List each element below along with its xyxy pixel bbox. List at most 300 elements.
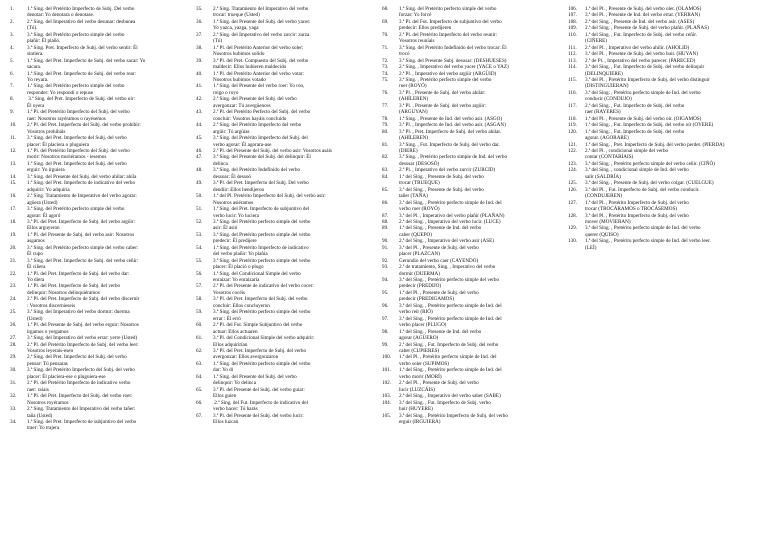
item-number: 33. bbox=[10, 406, 17, 413]
list-item bbox=[196, 83, 364, 96]
item-number: 121. bbox=[568, 141, 577, 148]
item-number: 55. bbox=[196, 257, 203, 264]
item-text: 2.ª Sing. del Fut. Imperfecto de indicativo del verbo hacer: Tú harás bbox=[213, 399, 308, 413]
item-number: 120. bbox=[568, 128, 577, 135]
item-number: 68. bbox=[382, 6, 389, 12]
item-text: 1.ª Sing. del Pret. Imperfecto de Subj. del verbo sacar: Yo sacara. bbox=[27, 57, 146, 71]
item-number: 59. bbox=[196, 309, 203, 316]
list-item bbox=[10, 161, 180, 174]
item-text: 2.ª Sing. del Pretérito Imperfecto del verbo argüir: Tú argüías bbox=[213, 122, 302, 135]
item-text: 1.ª del Pl. , Presente de Subj. del verbo oír. (OIGAMOS) bbox=[585, 115, 702, 122]
list-item bbox=[10, 342, 180, 355]
item-text: 2.ª del Sing. , Presente de Subj. del verbo plañir. (PLAÑAS) bbox=[585, 25, 709, 32]
list-item bbox=[196, 322, 364, 335]
list-item bbox=[568, 129, 758, 142]
list-item bbox=[196, 109, 364, 122]
item-text: 1.ª Pl. del Pret. Imperfecto de Subj. del verbo delinquir: Nosotros delinquiéramos bbox=[27, 283, 121, 296]
item-text: 2.ª Pl. del Fut. Simple Subjuntivo del verbo actuar: Ellos actuaren bbox=[213, 322, 303, 335]
item-number: 42. bbox=[196, 96, 203, 103]
list-item bbox=[196, 232, 364, 245]
item-number: 49. bbox=[196, 180, 203, 187]
item-number: 73. bbox=[382, 64, 389, 71]
item-number: 24. bbox=[10, 296, 17, 303]
item-text: 3.ª del Sing. , Pretérito perfecto simple del verbo predecir (PREDIJO) bbox=[399, 277, 500, 290]
list-item bbox=[382, 329, 552, 342]
item-text: 3.ª del Sing. , Presente de Subj. del verbo tañer (TAÑA) bbox=[399, 186, 484, 200]
list-item bbox=[196, 374, 364, 387]
item-number: 35. bbox=[196, 6, 203, 12]
item-number: 83. bbox=[382, 167, 389, 174]
item-text: 3.ª Sing. del Pret. Imperfecto de Subj. del verbo ceñir: Él ciñera bbox=[27, 257, 139, 271]
item-text: 2.ª Sing. del Imperativo del verbo desunar: desbunea (Tú). bbox=[27, 18, 136, 32]
item-text: 2.ª Sing. Tratamiento de Imperativo del verbo agorar: agüera (Usted) bbox=[27, 193, 137, 206]
item-text: 1.ª del Sing. , Fut. Imperfecto de Subj. del verbo agorar. (AGORARE) bbox=[585, 128, 685, 142]
item-number: 57. bbox=[196, 283, 203, 290]
list-item bbox=[568, 187, 758, 200]
item-number: 39. bbox=[196, 57, 203, 64]
item-text: 3.ª Pl. , Presente de Subj. del verbo ahilar: (AHÍLEREN) bbox=[399, 89, 486, 103]
item-text: 3.ª Sing. del Pret. Imperfecto de Subj. del verbo oír: Él oyera bbox=[27, 96, 135, 109]
item-number: 65. bbox=[196, 386, 203, 393]
item-text: 3.ª Sing. del Pretérito perfecto simple del verbo predecir: Él predijere bbox=[213, 231, 311, 245]
item-text: 1.ª Pl. del Presente de Subj. del verbo asir: Nosotros asgamos bbox=[27, 231, 135, 245]
list-item bbox=[568, 90, 758, 103]
list-item bbox=[196, 361, 364, 374]
list-item bbox=[10, 309, 180, 322]
item-text: 3.ª Sing. del Presente del Subj. del delinquir: Él delinca bbox=[213, 154, 311, 167]
list-item bbox=[196, 58, 364, 71]
item-text: 2.ª del Pl. , Presente de Subj. del verbo lucir (LUZCÁIS) bbox=[399, 380, 479, 393]
list-item bbox=[196, 413, 364, 426]
list-item bbox=[10, 283, 180, 296]
item-number: 40. bbox=[196, 70, 203, 77]
item-number: 80. bbox=[382, 128, 389, 135]
item-text: 2.ª Sing. , Imperativo del verbo yacer (YACE o YAZ) bbox=[399, 64, 509, 71]
column-1 bbox=[10, 6, 180, 432]
item-number: 62. bbox=[196, 348, 203, 355]
item-number: 102. bbox=[382, 380, 391, 387]
item-text: 2.ª Sing. del Pret. Imperfecto del Subj. del verbo pensar: Tú pensaras bbox=[27, 354, 127, 367]
item-number: 23. bbox=[10, 283, 17, 290]
item-number: 63. bbox=[196, 360, 203, 367]
item-number: 12. bbox=[10, 147, 17, 154]
item-text: 3.ª Pl. del Condicional Simple del verbo adquirir: Ellos adquirirían bbox=[213, 335, 315, 348]
list-item bbox=[382, 103, 552, 116]
item-text: 1.ª del Sing. , Fut. Imperfecto de Subj. del verbo ceñir. (CIÑERE) bbox=[585, 31, 697, 45]
list-item bbox=[196, 96, 364, 109]
list-item bbox=[382, 367, 552, 380]
item-text: 3.ª del Pl. , Imperativo del verbo plañir (PLAÑAN) bbox=[399, 212, 505, 219]
list-item bbox=[196, 309, 364, 322]
list-item bbox=[382, 277, 552, 290]
list-item bbox=[10, 135, 180, 148]
item-number: 1. bbox=[10, 6, 14, 12]
list-item bbox=[196, 206, 364, 219]
item-text: 3.ª Pl. del Pret. Imperfecto del Subj. Del verbo dendiir: Ellos hendijeron bbox=[213, 180, 309, 193]
list-item bbox=[10, 271, 180, 284]
item-text: 3.ª Sing. del Presente del Subj. del verbo ahilar: ahíla bbox=[27, 173, 137, 180]
item-text: 3.ª Sing. , Fut. Imperfecto de Subj. del verbo dar. (DIERE) bbox=[399, 141, 500, 154]
item-number: 76. bbox=[382, 89, 389, 96]
item-text: 1.ª Sing. del Pret. Imperfecto del Subj. del verbo erguir: Yo irguiera bbox=[27, 160, 127, 174]
list-item bbox=[10, 6, 180, 19]
list-item bbox=[568, 200, 758, 213]
item-number: 7. bbox=[10, 83, 14, 90]
list-item bbox=[10, 206, 180, 219]
item-number: 72. bbox=[382, 57, 389, 64]
column-2 bbox=[196, 6, 364, 425]
item-text: 2.ª Sing. del Presente del Subj. del verbo avergonzar: Tú avergüences bbox=[213, 96, 297, 109]
list-item bbox=[568, 213, 758, 226]
item-number: 91. bbox=[382, 244, 389, 251]
list-item bbox=[568, 225, 758, 238]
item-text: 1.ª Pl. del Pretérito Imperfecto del Subj. del verbo morir: Nosotros muriéramos - iesemos bbox=[27, 147, 130, 161]
list-item bbox=[568, 103, 758, 116]
item-number: 88. bbox=[382, 218, 389, 225]
item-number: 6. bbox=[10, 70, 14, 77]
list-item bbox=[10, 419, 180, 432]
item-number: 128. bbox=[568, 212, 577, 219]
item-text: 3.ª Sing. del Presente Subj. desosar: (DESHUESES) bbox=[399, 57, 507, 64]
list-item bbox=[196, 245, 364, 258]
list-item bbox=[196, 122, 364, 135]
item-text: 2.ª del Sing. , Presente de Ind. del verbo asir. (ASES) bbox=[585, 18, 695, 25]
item-number: 53. bbox=[196, 231, 203, 238]
item-number: 110. bbox=[568, 31, 577, 38]
list-item bbox=[196, 180, 364, 193]
list-item bbox=[382, 413, 552, 426]
item-number: 124. bbox=[568, 167, 577, 174]
column-4 bbox=[568, 6, 758, 251]
item-text: 3.ª Pl. , Imperfecto de Ind. del verbo asir. (ASGAN) bbox=[399, 122, 506, 129]
list-item bbox=[196, 335, 364, 348]
item-number: 41. bbox=[196, 83, 203, 90]
item-number: 36. bbox=[196, 18, 203, 25]
list-item bbox=[196, 348, 364, 361]
item-text: 2.ª Pl. del Pret. Imperfecto de Subj. del verbo discernir : Vosotros discernieseis bbox=[27, 296, 140, 309]
list-item bbox=[10, 19, 180, 32]
item-text: 1.ª del Sing. , Presente de Ind. del verbo agorar (AGÜERO) bbox=[399, 328, 482, 342]
list-item bbox=[10, 45, 180, 58]
item-number: 38. bbox=[196, 44, 203, 51]
item-number: 14. bbox=[10, 173, 17, 180]
list-item bbox=[10, 109, 180, 122]
list-item bbox=[10, 296, 180, 309]
item-text: 1.ª Pl. del Presente de Subj. del verbo erguir: Nosotros irgamos o yergamos bbox=[27, 322, 139, 335]
item-number: 37. bbox=[196, 31, 203, 38]
item-text: 3.ª Sing. del Pretérito perfecto simple del verbo placer: Él plació o plugo bbox=[213, 257, 311, 271]
item-text: 3.ª Pl. del Presente del Subj. del verbo lucir: Ellos luzcan bbox=[213, 412, 304, 425]
item-text: 3.ª Pl. del Pret. Compuesto del Subj. del verbo maldecir: Ellos hubieren maldecido bbox=[213, 57, 309, 71]
list-item bbox=[382, 77, 552, 90]
list-item bbox=[382, 187, 552, 200]
item-number: 64. bbox=[196, 373, 203, 380]
item-text: 2.ª del Pl. , Imperativo del verbo ahilir. (AHOLID) bbox=[585, 44, 690, 51]
item-number: 92. bbox=[382, 257, 389, 264]
item-text: 1.ª del Pl. , Presente de Subj. del verbo oler. (OLAMOS) bbox=[585, 6, 702, 12]
list-item bbox=[382, 19, 552, 32]
item-number: 129. bbox=[568, 225, 577, 232]
item-number: 61. bbox=[196, 335, 203, 342]
item-text: 1.ª Sing. del Pretérito Imperfecto de Subj. Del verbo denotar: Yo denotara o denotase. bbox=[27, 6, 135, 19]
item-text: 3.ª Pl. , Presente de Subj. del verbo argüir: (ARGUYAN) bbox=[399, 102, 486, 116]
item-number: 114. bbox=[568, 64, 577, 71]
item-text: 1.ª del Sing. , Pret. Imperfecto de Subj. del verbo perder. (PIERDA) bbox=[585, 141, 725, 148]
item-text: 1.ª Sing. del Pret. Imperfecto de subjuntivo del verbo lucir: Yo luciera bbox=[213, 206, 310, 219]
item-number: 123. bbox=[568, 160, 577, 167]
item-number: 58. bbox=[196, 296, 203, 303]
item-number: 22. bbox=[10, 270, 17, 277]
item-text: 2.ª Pl. del Pretérito Imperfecto de Subj. del verbo leer: Vosotros leyerais-esen bbox=[27, 341, 139, 355]
list-item bbox=[10, 58, 180, 71]
item-text: 1.ª del Sing. , Pretérito perfecto simple de Ind. del verbo leer. (LEÍ) bbox=[585, 238, 711, 251]
item-text: 1.ª Sing. del Presente del Subj. del verbo yacer: Yo yazca, yazga, yaga bbox=[213, 18, 311, 32]
item-text: 3.ª Sing. Pret. Imperfecto de Subj. del verbo sentir: Él sintiera. bbox=[27, 44, 138, 58]
item-number: 27. bbox=[10, 335, 17, 342]
item-number: 31. bbox=[10, 380, 17, 387]
item-number: 32. bbox=[10, 393, 17, 400]
list-item bbox=[382, 154, 552, 167]
list-item bbox=[196, 71, 364, 84]
item-number: 18. bbox=[10, 218, 17, 225]
item-text: 3.ª Sing. del Pretérito Imperfecto del Subj. del verbo placer: Él placiera-ese o pluguiera-ese bbox=[27, 367, 135, 380]
item-number: 112. bbox=[568, 51, 577, 58]
item-number: 119. bbox=[568, 122, 577, 129]
item-number: 15. bbox=[10, 180, 17, 187]
item-text: 3.ª del Sing. , Pretérito perfecto simple de Ind. del verbo reír (RIÓ) bbox=[399, 302, 502, 316]
item-text: 3.ª Sing. del Pretérito Indefinido del verbo trocar: Él trocó bbox=[399, 44, 507, 58]
item-number: 71. bbox=[382, 44, 389, 51]
item-number: 122. bbox=[568, 147, 577, 154]
item-text: 2.ª Pl. , Imperativo del verbo argüir (ARGÜID) bbox=[399, 70, 497, 77]
item-text: 3.ª del Pl. , Presente de Subj. del verbo placer (PLAZCAN) bbox=[399, 244, 479, 258]
item-text: 2.ª Pl. del Presente de indicativo del verbo cocer: Vosotros cocéis bbox=[213, 283, 314, 296]
item-text: 3.ª Pl. del Pret. Imperfecto de Subj. del verbo argüir: Ellos arguyeron bbox=[27, 218, 135, 232]
item-text: 1.ª Pl. del Pretérito Imperfecto del Subj. del verbo raer: Nosotros rayéramos o rayésemos bbox=[27, 109, 130, 122]
list-item bbox=[382, 6, 552, 19]
item-text: 2.ª del Pl. , condicional simple del verbo contar (CONTARÍAIS) bbox=[585, 147, 669, 161]
list-item bbox=[10, 71, 180, 84]
item-number: 86. bbox=[382, 199, 389, 206]
item-text: 1.ª Pl. del Pretérito Anterior del verbo soler: Nosotros hubimos solido bbox=[213, 44, 304, 58]
item-number: 19. bbox=[10, 231, 17, 238]
item-number: 89. bbox=[382, 225, 389, 232]
item-text: 1.ª Sing. del Condicional Simple del verbo enraizar: Yo enraizaría bbox=[213, 270, 301, 284]
item-text: 1.ª Pl. del Pret. Imperfecto de Subj. del verbo dar: Yo diera bbox=[27, 270, 130, 284]
item-text: 3.ª Sing. del Pret. Imperfecto del Subj. del verbo placer: Él placiera o pluguiera bbox=[27, 135, 127, 148]
item-number: 109. bbox=[568, 25, 577, 32]
item-text: 2.ª Pl. del Pretérito Imperfecto del verbo reunir: Vosotros reuníais bbox=[399, 31, 498, 45]
item-number: 126. bbox=[568, 186, 577, 193]
item-text: 2.ª del Sing. , Imperativo del verbo asir (ASE) bbox=[399, 238, 494, 245]
item-number: 70. bbox=[382, 31, 389, 38]
item-number: 87. bbox=[382, 212, 389, 219]
item-number: 74. bbox=[382, 70, 389, 77]
item-number: 46. bbox=[196, 147, 203, 154]
item-number: 13. bbox=[10, 160, 17, 167]
item-number: 5. bbox=[10, 57, 14, 64]
item-text: 1.ª del Pl. Pretérito Imperfecto del Subj. del verbo asir: Nosotros asiéramos bbox=[213, 193, 326, 206]
list-item bbox=[382, 45, 552, 58]
item-number: 100. bbox=[382, 354, 391, 361]
list-item bbox=[10, 148, 180, 161]
item-text: 1.ª Sing. del Pretérito perfecto simple del verbo dar: Yo di bbox=[213, 360, 311, 374]
list-item bbox=[10, 258, 180, 271]
item-text: 3.ª del Sing. , Pretérito perfecto simple de Ind. del verbo placer (PLUGO) bbox=[399, 315, 502, 329]
item-text: 1.ª del Sing. , Presente de Ind. del verbo caber (QUEPO) bbox=[399, 225, 482, 238]
item-text: 2.ª Pl. , Imperativo del verbo zurcir (ZURCID) bbox=[399, 167, 496, 174]
item-text: 3.ª del Sing. , Pretérito perfecto simple de Ind. del verbo roer (ROYÓ) bbox=[399, 199, 502, 213]
item-number: 20. bbox=[10, 244, 17, 251]
list-item bbox=[10, 193, 180, 206]
item-number: 130. bbox=[568, 238, 577, 245]
item-number: 44. bbox=[196, 122, 203, 129]
list-item bbox=[10, 83, 180, 96]
item-number: 52. bbox=[196, 218, 203, 225]
item-text: 1.ª del Sing. , Presente de Subj. del verbo trocar (TRUEQUE) bbox=[399, 173, 484, 187]
list-item bbox=[382, 142, 552, 155]
item-text: 2.ª Pl. del Presente del Subj. del verbo asir: Vosotros asáis bbox=[213, 147, 333, 154]
item-text: 2.ª Sing. Tratamiento del Imperativo del verbo trocar: trueque (Usted) bbox=[213, 6, 309, 19]
item-number: 26. bbox=[10, 322, 17, 329]
list-item bbox=[196, 387, 364, 400]
item-text: 3.ª Sing. del Imperativo del verbo errar: yerre (Usted) bbox=[27, 335, 138, 342]
item-number: 118. bbox=[568, 115, 577, 122]
list-item bbox=[568, 167, 758, 180]
item-number: 95. bbox=[382, 289, 389, 296]
item-number: 108. bbox=[568, 18, 577, 25]
item-text: 3.ª del Pl. , Fut. Imperfecto de Subj. del verbo conducir. (CONDUJEREN) bbox=[585, 186, 700, 200]
item-number: 75. bbox=[382, 76, 389, 83]
item-number: 97. bbox=[382, 315, 389, 322]
item-text: 1.ª del Sing. , Pretérito perfecto simple de Ind. del verbo morir (MORÍ) bbox=[399, 367, 502, 380]
item-text: 2.ª de tratamiento, Sing. , Imperativo del verbo dormir (DUERMA) bbox=[399, 264, 496, 277]
item-text: 1.ª Sing. del Presente del verbo roer: Yo roo, roigo o royo bbox=[213, 83, 305, 96]
item-number: 69. bbox=[382, 18, 389, 25]
item-text: 2.ª Sing. Tratamiento del Imperativo del verbo tañer: taña (Usted) bbox=[27, 406, 136, 419]
item-number: 47. bbox=[196, 154, 203, 161]
list-item bbox=[196, 258, 364, 271]
list-item bbox=[382, 290, 552, 303]
list-item bbox=[568, 77, 758, 90]
item-number: 104. bbox=[382, 399, 391, 406]
item-number: 125. bbox=[568, 180, 577, 187]
list-item bbox=[196, 154, 364, 167]
item-number: 82. bbox=[382, 154, 389, 161]
item-number: 34. bbox=[10, 419, 17, 425]
list-item bbox=[382, 129, 552, 142]
list-item bbox=[382, 90, 552, 103]
item-number: 8. bbox=[10, 96, 14, 103]
item-number: 45. bbox=[196, 135, 203, 142]
list-item bbox=[10, 219, 180, 232]
item-text: 3.ª del Sing. , Pretérito Imperfecto de Subj. del verbo erguir (IRGUIERA) bbox=[399, 412, 508, 425]
item-text: 3.ª Sing. del Pretérito Imperfecto del Subj. del verbo agorar: Él agorara-ase bbox=[213, 135, 308, 148]
item-text: 3.ª Sing. del Pretérito perfecto simple del verbo errar : Él erró bbox=[213, 309, 311, 322]
list-item bbox=[196, 219, 364, 232]
item-number: 43. bbox=[196, 109, 203, 116]
list-item bbox=[382, 245, 552, 258]
item-number: 94. bbox=[382, 277, 389, 284]
item-number: 4. bbox=[10, 44, 14, 51]
list-item bbox=[382, 400, 552, 413]
item-number: 78. bbox=[382, 115, 389, 122]
item-number: 84. bbox=[382, 173, 389, 180]
item-text: 3.ª del Pl. , Pretérito Imperfecto de Subj. del verbo distinguir (DISTINGUIERAN) bbox=[585, 76, 710, 90]
item-text: 1.ª Sing. , Presente de Ind. del verbo asir. (ASGO) bbox=[399, 115, 503, 122]
item-number: 25. bbox=[10, 309, 17, 316]
item-text: 1.ª Sing. del Pretérito perfecto simple del verbo forzar: Yo forcé bbox=[399, 6, 497, 19]
item-number: 11. bbox=[10, 135, 17, 142]
list-item bbox=[382, 174, 552, 187]
list-item bbox=[382, 354, 552, 367]
item-text: 1.ª Sing. del Presente del Subj. del verbo delinquir: Yo delinca bbox=[213, 373, 297, 387]
list-item bbox=[10, 354, 180, 367]
item-number: 2. bbox=[10, 18, 14, 25]
item-text: 3.ª Sing. , Pretérito perfecto simple del verbo roer (ROYÓ) bbox=[399, 76, 492, 90]
item-number: 117. bbox=[568, 102, 577, 109]
item-number: 101. bbox=[382, 367, 391, 374]
list-item bbox=[10, 367, 180, 380]
item-text: 1.ª del Pl. , Pretérito Imperfecto de Subj. del verbo trocar (TROCÁRAMOS o TROCÁSEMOS) bbox=[585, 199, 689, 213]
item-text: 3.ª del Sing. , Pretérito perfecto simple del verbo ceñir. (CIÑÓ) bbox=[585, 160, 715, 167]
item-text: 3.ª del Sing. , Pretérito perfecto simple de Ind. del verbo conducir (CONDUJO) bbox=[585, 89, 701, 103]
list-item bbox=[568, 32, 758, 45]
item-number: 21. bbox=[10, 257, 17, 264]
list-item bbox=[196, 400, 364, 413]
item-number: 116. bbox=[568, 89, 577, 96]
list-item bbox=[382, 342, 552, 355]
item-number: 77. bbox=[382, 102, 389, 109]
item-text: 1.ª Sing. del Pretérito Imperfecto de indicativo del verbo plañir: Yo plañía bbox=[213, 244, 309, 258]
item-text: 1.ª Pl. del Pret. Imperfecto del Subj. del verbo roer: Nosotros royéramos bbox=[27, 393, 133, 406]
column-3 bbox=[382, 6, 552, 425]
item-number: 10. bbox=[10, 122, 17, 129]
list-item bbox=[10, 393, 180, 406]
item-text: 1.ª Pl. del Pretérito Anterior del verbo votar: Nosotros hubimos votado bbox=[213, 70, 304, 83]
list-item bbox=[10, 232, 180, 245]
list-item bbox=[196, 19, 364, 32]
item-number: 90. bbox=[382, 238, 389, 245]
item-number: 115. bbox=[568, 76, 577, 83]
item-number: 3. bbox=[10, 31, 14, 38]
item-text: 1.ª del Pl. , Presente de Subj. del verbo predecir (PREDIGAMOS) bbox=[399, 289, 479, 303]
item-text: 2.ª Sing. del Imperativo del verbo zurcir: zurza (Tú) bbox=[213, 31, 310, 45]
item-text: 3.ª del Pl. , Presente de Subj. del verbo huir. (HUYAN) bbox=[585, 51, 698, 58]
list-item bbox=[196, 45, 364, 58]
item-text: 3.ª del Sing. , condicional simple de Ind. del verbo salir (SALDRÍA) bbox=[585, 167, 689, 180]
list-item bbox=[568, 148, 758, 161]
list-item bbox=[568, 238, 758, 251]
list-item bbox=[10, 380, 180, 393]
item-number: 127. bbox=[568, 199, 577, 206]
item-text: 3.ª Sing. del Imperativo del verbo dormir: duerma (Usted) bbox=[27, 309, 130, 322]
item-number: 107. bbox=[568, 12, 577, 19]
list-item bbox=[382, 32, 552, 45]
item-text: 3.ª del Sing. , Pretérito perfecto simple de Ind. del verbo querer (QUISO) bbox=[585, 225, 701, 238]
item-number: 56. bbox=[196, 270, 203, 277]
item-text: 3.ª Sing. del Pretérito perfecto simple del verbo agorar: Él agoró bbox=[27, 206, 125, 219]
item-text: 1.ª Sing. del Pret. Imperfecto de subjuntivo del verbo traer: Yo trajera bbox=[27, 419, 137, 432]
list-item bbox=[196, 6, 364, 19]
item-text: 1.ª Sing. del Pret. Imperfecto de Subj. del verbo rear: Yo reyara. bbox=[27, 70, 136, 83]
item-text: 1.ª Sing. del Pret. Imperfecto de indicativo del verbo adquirir: Yo adquiría bbox=[27, 180, 136, 193]
list-item bbox=[10, 322, 180, 335]
item-number: 54. bbox=[196, 244, 203, 251]
list-item bbox=[196, 296, 364, 309]
list-item bbox=[196, 167, 364, 180]
list-item bbox=[382, 303, 552, 316]
